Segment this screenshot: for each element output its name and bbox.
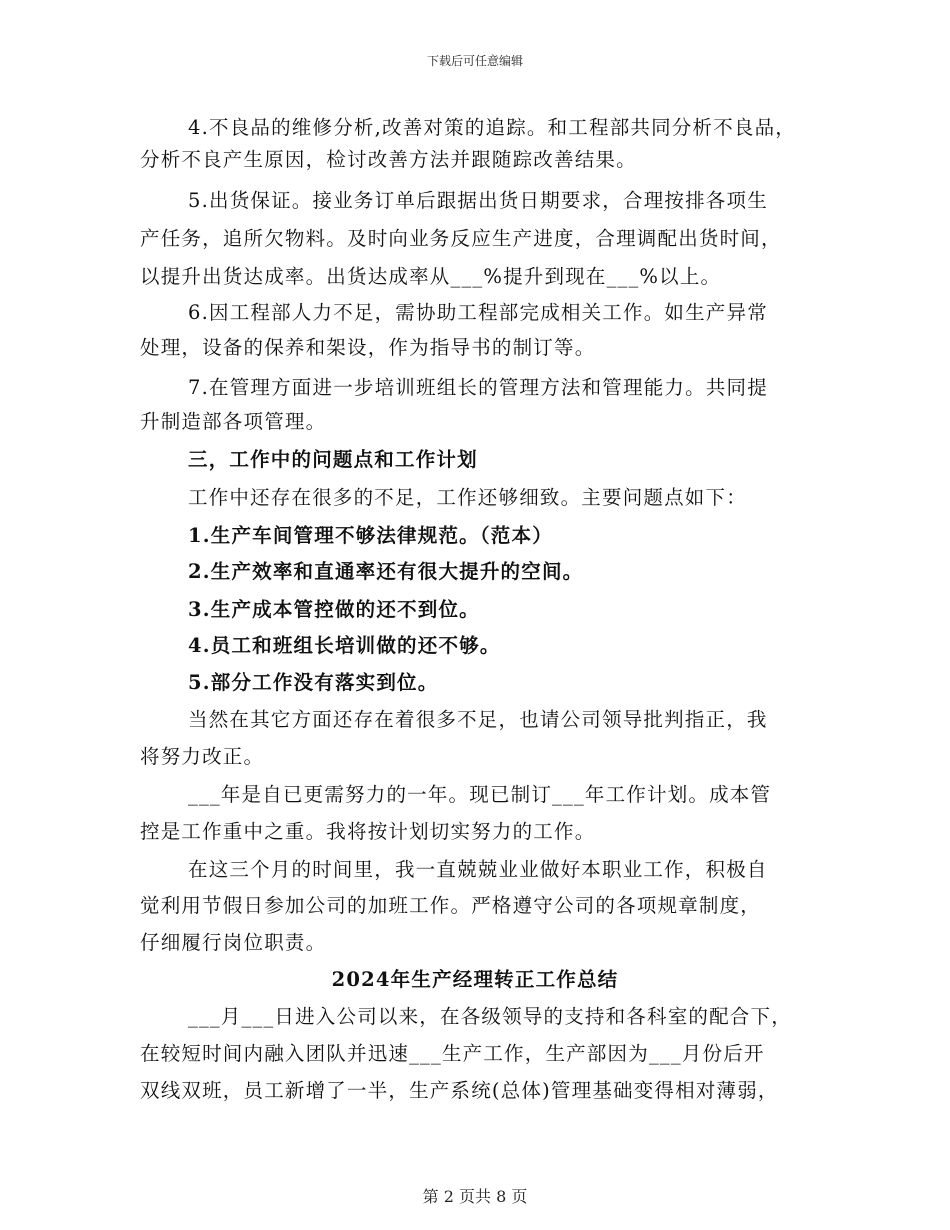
paragraph-line: 4.不良品的维修分析,改善对策的追踪。和工程部共同分析不良品， — [188, 116, 797, 139]
list-item: 1.生产车间管理不够法律规范。（范本） — [188, 524, 553, 547]
paragraph-line: 产任务，追所欠物料。及时向业务反应生产进度，合理调配出货时间， — [140, 227, 782, 250]
paragraph-line: 以提升出货达成率。出货达成率从___%提升到现在___%以上。 — [140, 265, 722, 288]
paragraph-line: 6.因工程部人力不足，需协助工程部完成相关工作。如生产异常 — [188, 301, 768, 324]
paragraph-line: 分析不良产生原因，检讨改善方法并跟随踪改善结果。 — [140, 148, 637, 171]
list-item: 3.生产成本管控做的还不到位。 — [188, 598, 480, 621]
paragraph-line: ___月___日进入公司以来，在各级领导的支持和各科室的配合下， — [188, 1005, 792, 1028]
paragraph-line: 控是工作重中之重。我将按计划切实努力的工作。 — [140, 820, 596, 843]
paragraph-line: 将努力改正。 — [140, 745, 265, 768]
page-footer: 第 2 页共 8 页 — [422, 1187, 528, 1206]
document-title: 2024年生产经理转正工作总结 — [331, 968, 619, 991]
paragraph-line: 觉利用节假日参加公司的加班工作。严格遵守公司的各项规章制度， — [140, 894, 762, 917]
paragraph-line: 仔细履行岗位职责。 — [140, 931, 327, 954]
paragraph-line: 升制造部各项管理。 — [140, 410, 327, 433]
section-heading: 三，工作中的问题点和工作计划 — [188, 448, 478, 471]
paragraph-line: ___年是自已更需努力的一年。现已制订___年工作计划。成本管 — [188, 783, 772, 806]
paragraph-line: 在较短时间内融入团队并迅速___生产工作，生产部因为___月份后开 — [140, 1042, 765, 1065]
paragraph-line: 5.出货保证。接业务订单后跟据出货日期要求，合理按排各项生 — [188, 189, 768, 212]
paragraph-line: 当然在其它方面还存在着很多不足，也请公司领导批判指正，我 — [188, 708, 768, 731]
paragraph-line: 处理，设备的保养和架设，作为指导书的制订等。 — [140, 336, 596, 359]
paragraph-line: 在这三个月的时间里，我一直兢兢业业做好本职业工作，积极自 — [188, 858, 768, 881]
page-header: 下载后可任意编辑 — [426, 54, 523, 68]
paragraph-line: 工作中还存在很多的不足，工作还够细致。主要问题点如下： — [188, 486, 747, 509]
list-item: 5.部分工作没有落实到位。 — [188, 671, 439, 694]
list-item: 2.生产效率和直通率还有很大提升的空间。 — [188, 560, 584, 583]
list-item: 4.员工和班组长培训做的还不够。 — [188, 634, 501, 657]
paragraph-line: 双线双班，员工新增了一半，生产系统(总体)管理基础变得相对薄弱， — [140, 1079, 779, 1102]
paragraph-line: 7.在管理方面进一步培训班组长的管理方法和管理能力。共同提 — [188, 376, 768, 399]
